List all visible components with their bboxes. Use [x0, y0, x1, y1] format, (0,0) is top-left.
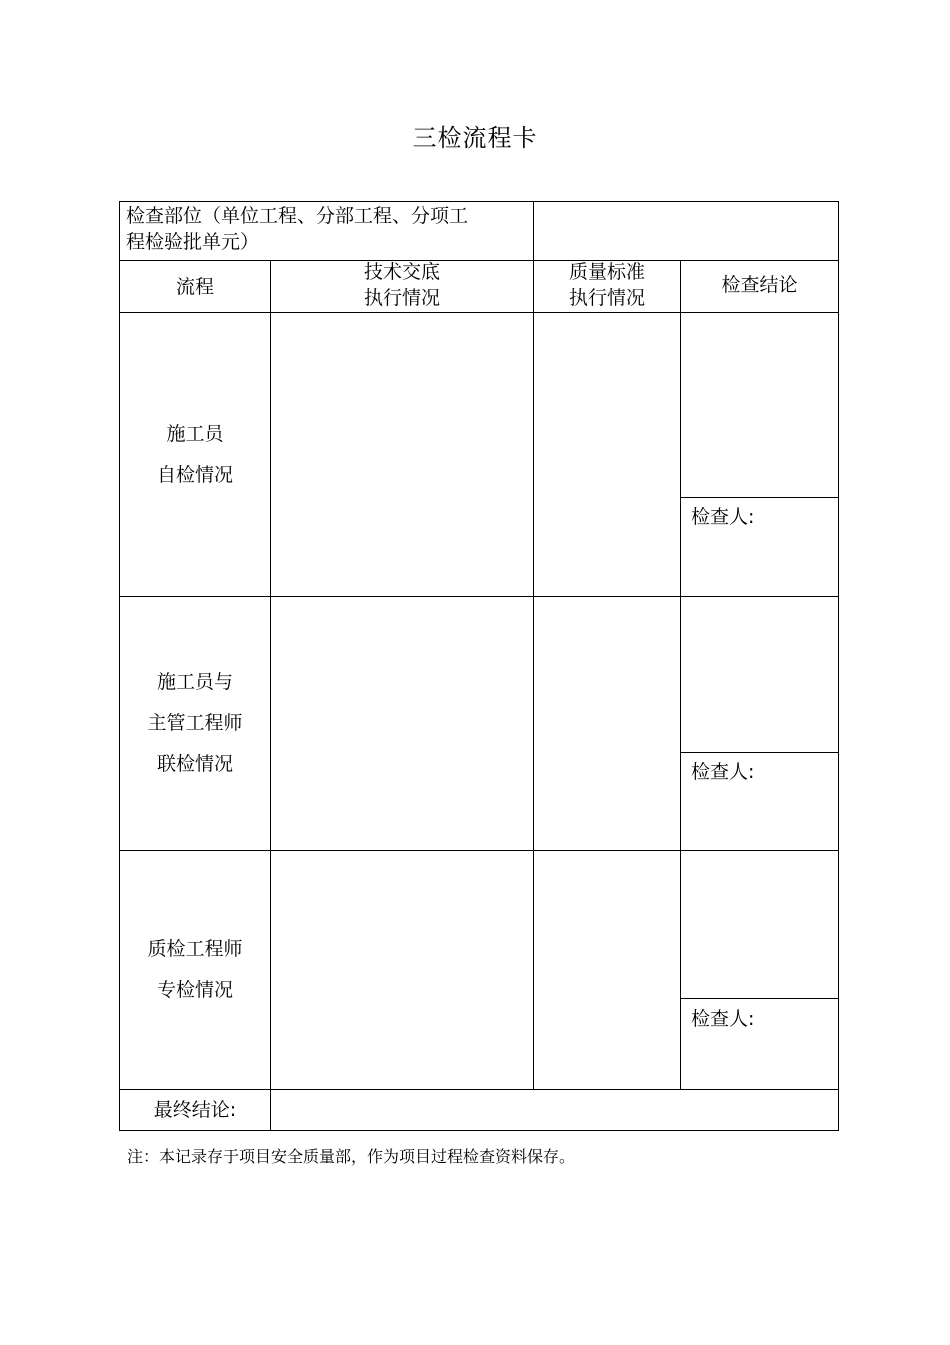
stage-special-inspection [120, 851, 270, 1089]
header-process: 流程 [175, 275, 214, 298]
stage-line: 联检情况 [156, 753, 233, 775]
tech-disclosure-cell[interactable] [271, 597, 533, 850]
conclusion-cell[interactable] [681, 313, 838, 497]
inspector-label: 检查人: [691, 761, 755, 783]
final-conclusion-label: 最终结论: [153, 1099, 237, 1121]
table-border-right [838, 201, 839, 1131]
location-value-field[interactable] [537, 205, 835, 257]
table-border-top [119, 201, 839, 202]
inspection-table [119, 201, 839, 1131]
tech-disclosure-cell[interactable] [271, 313, 533, 596]
stage-line: 质检工程师 [147, 938, 243, 960]
header-tech-disclosure [271, 257, 533, 312]
stage-line: 专检情况 [156, 979, 233, 1001]
inspector-label: 检查人: [691, 506, 755, 528]
header-tech-line2: 执行情况 [363, 286, 440, 309]
quality-standard-cell[interactable] [534, 313, 680, 596]
header-conclusion: 检查结论 [721, 273, 798, 296]
stage-line: 施工员 [166, 422, 224, 445]
stage-line: 主管工程师 [147, 712, 243, 734]
location-label [126, 203, 531, 255]
location-label-line1: 检查部位（单位工程、分部工程、分项工 [126, 205, 469, 227]
final-conclusion-field[interactable] [271, 1090, 838, 1130]
conclusion-cell[interactable] [681, 597, 838, 752]
table-border-bottom [119, 1130, 839, 1131]
header-quality-line2: 执行情况 [568, 286, 645, 309]
stage-line: 施工员与 [156, 671, 233, 693]
quality-standard-cell[interactable] [534, 851, 680, 1089]
header-quality-line1: 质量标准 [568, 260, 645, 283]
inspector-divider [680, 497, 839, 498]
col-divider [533, 201, 534, 260]
inspector-divider [680, 752, 839, 753]
header-quality-standard [534, 257, 680, 312]
stage-joint-inspection [120, 597, 270, 850]
document-title: 三检流程卡 [412, 124, 538, 152]
footnote: 注：本记录存于项目安全质量部，作为项目过程检查资料保存。 [127, 1147, 576, 1166]
tech-disclosure-cell[interactable] [271, 851, 533, 1089]
header-tech-line1: 技术交底 [363, 260, 440, 283]
inspector-divider [680, 998, 839, 999]
stage-self-inspection [120, 313, 270, 596]
conclusion-cell[interactable] [681, 851, 838, 998]
stage-line: 自检情况 [156, 463, 233, 486]
quality-standard-cell[interactable] [534, 597, 680, 850]
location-label-line2: 程检验批单元） [126, 231, 260, 253]
inspector-label: 检查人: [691, 1008, 755, 1030]
